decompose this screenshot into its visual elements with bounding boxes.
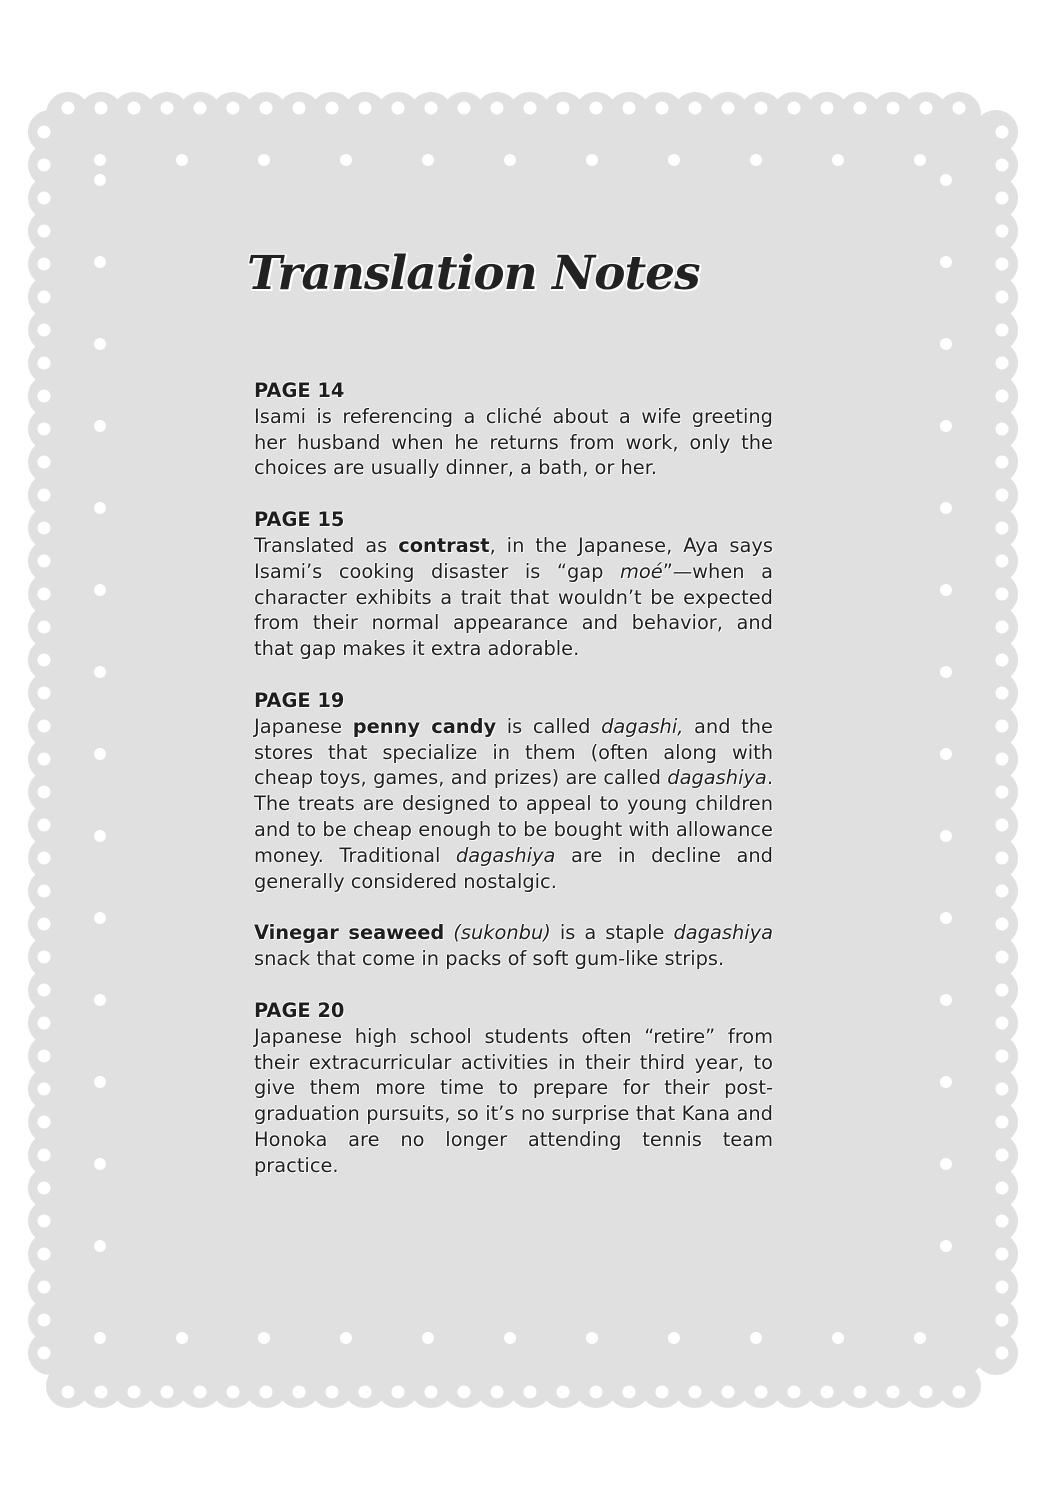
lace-hole: [940, 174, 952, 186]
lace-hole: [340, 154, 352, 166]
lace-hole: [359, 1386, 372, 1399]
lace-hole: [623, 102, 636, 115]
lace-hole: [38, 1149, 51, 1162]
lace-hole: [996, 654, 1009, 667]
lace-hole: [94, 338, 106, 350]
lace-hole: [940, 1240, 952, 1252]
lace-hole: [854, 1386, 867, 1399]
lace-hole: [38, 918, 51, 931]
lace-hole: [38, 324, 51, 337]
lace-hole: [94, 666, 106, 678]
lace-hole: [392, 102, 405, 115]
lace-hole: [38, 588, 51, 601]
lace-hole: [689, 1386, 702, 1399]
lace-hole: [996, 1215, 1009, 1228]
lace-hole: [940, 256, 952, 268]
lace-hole: [996, 522, 1009, 535]
lace-hole: [557, 1386, 570, 1399]
lace-hole: [996, 918, 1009, 931]
lace-hole: [996, 357, 1009, 370]
lace-hole: [940, 994, 952, 1006]
lace-hole: [258, 154, 270, 166]
lace-hole: [38, 192, 51, 205]
lace-hole: [94, 502, 106, 514]
lace-hole: [996, 753, 1009, 766]
lace-hole: [996, 1182, 1009, 1195]
lace-hole: [38, 984, 51, 997]
lace-hole: [94, 420, 106, 432]
lace-hole: [940, 748, 952, 760]
lace-hole: [38, 456, 51, 469]
lace-hole: [996, 192, 1009, 205]
lace-hole: [38, 654, 51, 667]
lace-hole: [38, 291, 51, 304]
lace-hole: [194, 102, 207, 115]
lace-hole: [854, 102, 867, 115]
lace-hole: [940, 830, 952, 842]
lace-hole: [996, 588, 1009, 601]
page-heading: PAGE 20: [254, 998, 345, 1022]
lace-hole: [722, 102, 735, 115]
page-heading: PAGE 15: [254, 508, 345, 532]
lace-hole: [656, 1386, 669, 1399]
lace-hole: [940, 584, 952, 596]
lace-hole: [38, 555, 51, 568]
lace-hole: [996, 1347, 1009, 1360]
lace-hole: [996, 984, 1009, 997]
lace-hole: [504, 154, 516, 166]
lace-hole: [940, 912, 952, 924]
lace-hole: [668, 154, 680, 166]
lace-hole: [996, 1050, 1009, 1063]
lace-hole: [996, 225, 1009, 238]
lace-hole: [194, 1386, 207, 1399]
lace-hole: [940, 338, 952, 350]
lace-hole: [953, 1386, 966, 1399]
page-heading: PAGE 14: [254, 379, 345, 402]
lace-hole: [38, 1314, 51, 1327]
lace-hole: [458, 102, 471, 115]
note-text: Vinegar seaweed (sukonbu) is a staple dagashiya snack that come in packs of soft gum-like strips.: [254, 921, 773, 971]
lace-hole: [586, 1332, 598, 1344]
note-page-15: [254, 507, 773, 662]
lace-hole: [996, 885, 1009, 898]
lace-hole: [38, 258, 51, 271]
lace-hole: [832, 1332, 844, 1344]
note-text: Translated as contrast, in the Japanese, Aya says Isami’s cooking disaster is “gap moé”—when a character exhibits a trait that wouldn’t be expected from their normal appearance and behavior, and that gap makes it extra adorable.: [254, 533, 773, 661]
note-text: Japanese high school students often “retire” from their extracurricular activities in their third year, to give them more time to prepare for their post-graduation pursuits, so it’s no surprise that Kana and Honoka are no longer attending tennis team practice.: [254, 1024, 773, 1177]
lace-hole: [38, 786, 51, 799]
lace-hole: [38, 1248, 51, 1261]
lace-hole: [458, 1386, 471, 1399]
lace-hole: [392, 1386, 405, 1399]
lace-hole: [940, 502, 952, 514]
lace-hole: [94, 154, 106, 166]
lace-hole: [161, 1386, 174, 1399]
lace-hole: [38, 1017, 51, 1030]
lace-hole: [524, 102, 537, 115]
page-heading: PAGE 19: [254, 688, 345, 712]
lace-hole: [95, 102, 108, 115]
lace-hole: [38, 522, 51, 535]
lace-hole: [38, 852, 51, 865]
lace-hole: [996, 1116, 1009, 1129]
lace-hole: [996, 390, 1009, 403]
note-page-14: [254, 378, 773, 481]
lace-hole: [38, 1281, 51, 1294]
lace-hole: [940, 420, 952, 432]
lace-hole: [914, 1332, 926, 1344]
lace-hole: [996, 291, 1009, 304]
lace-hole: [227, 1386, 240, 1399]
lace-hole: [38, 1116, 51, 1129]
lace-hole: [176, 1332, 188, 1344]
lace-hole: [62, 102, 75, 115]
lace-hole: [161, 102, 174, 115]
lace-hole: [38, 489, 51, 502]
note-page-19: [254, 688, 773, 972]
lace-hole: [38, 159, 51, 172]
lace-hole: [128, 102, 141, 115]
lace-hole: [94, 1076, 106, 1088]
lace-hole: [38, 1182, 51, 1195]
lace-hole: [94, 174, 106, 186]
lace-hole: [996, 1248, 1009, 1261]
lace-hole: [38, 225, 51, 238]
lace-hole: [38, 390, 51, 403]
lace-hole: [996, 951, 1009, 964]
lace-hole: [953, 102, 966, 115]
note-text: Isami is referencing a cliché about a wife greeting her husband when he returns from work, only the choices are usually dinner, a bath, or her.: [254, 404, 773, 480]
lace-hole: [940, 666, 952, 678]
lace-hole: [38, 885, 51, 898]
lace-hole: [887, 1386, 900, 1399]
lace-hole: [94, 584, 106, 596]
lace-hole: [260, 102, 273, 115]
lace-hole: [38, 1050, 51, 1063]
note-text: Japanese penny candy is called dagashi, and the stores that specialize in them (often along with cheap toys, games, and prizes) are called dagashiya. The treats are designed to appeal to young children and to be cheap enough to be bought with allowance money. Traditional dagashiya are in decline and generally considered nostalgic.: [254, 714, 773, 893]
lace-hole: [62, 1386, 75, 1399]
lace-hole: [38, 1215, 51, 1228]
lace-hole: [38, 1083, 51, 1096]
lace-hole: [996, 687, 1009, 700]
lace-hole: [94, 1332, 106, 1344]
page-title: Translation Notes: [247, 246, 700, 301]
lace-hole: [996, 159, 1009, 172]
lace-hole: [996, 324, 1009, 337]
lace-hole: [656, 102, 669, 115]
lace-hole: [326, 1386, 339, 1399]
lace-hole: [996, 555, 1009, 568]
lace-hole: [557, 102, 570, 115]
lace-hole: [755, 102, 768, 115]
lace-hole: [94, 748, 106, 760]
lace-hole: [940, 1158, 952, 1170]
lace-hole: [227, 102, 240, 115]
lace-hole: [996, 819, 1009, 832]
lace-hole: [128, 1386, 141, 1399]
lace-hole: [821, 1386, 834, 1399]
lace-hole: [38, 753, 51, 766]
lace-hole: [422, 1332, 434, 1344]
lace-hole: [755, 1386, 768, 1399]
lace-hole: [94, 994, 106, 1006]
lace-hole: [996, 1083, 1009, 1096]
lace-hole: [722, 1386, 735, 1399]
lace-hole: [38, 1347, 51, 1360]
lace-hole: [340, 1332, 352, 1344]
lace-hole: [422, 154, 434, 166]
lace-hole: [996, 126, 1009, 139]
lace-hole: [920, 1386, 933, 1399]
lace-hole: [260, 1386, 273, 1399]
lace-hole: [94, 830, 106, 842]
lace-hole: [821, 102, 834, 115]
lace-hole: [38, 819, 51, 832]
lace-hole: [996, 423, 1009, 436]
translation-notes: [254, 378, 773, 1179]
lace-hole: [920, 102, 933, 115]
lace-hole: [94, 912, 106, 924]
lace-hole: [996, 1017, 1009, 1030]
lace-hole: [996, 258, 1009, 271]
lace-hole: [832, 154, 844, 166]
lace-hole: [359, 102, 372, 115]
lace-hole: [689, 102, 702, 115]
lace-hole: [326, 102, 339, 115]
lace-hole: [996, 786, 1009, 799]
lace-hole: [38, 951, 51, 964]
lace-hole: [623, 1386, 636, 1399]
lace-hole: [94, 1158, 106, 1170]
lace-hole: [425, 102, 438, 115]
lace-hole: [750, 1332, 762, 1344]
lace-hole: [996, 1149, 1009, 1162]
lace-hole: [38, 423, 51, 436]
lace-hole: [996, 621, 1009, 634]
lace-hole: [94, 1240, 106, 1252]
lace-hole: [590, 102, 603, 115]
note-page-20: [254, 998, 773, 1179]
lace-hole: [504, 1332, 516, 1344]
lace-hole: [524, 1386, 537, 1399]
lace-hole: [788, 1386, 801, 1399]
lace-hole: [38, 357, 51, 370]
lace-hole: [996, 1314, 1009, 1327]
lace-hole: [491, 1386, 504, 1399]
lace-hole: [887, 102, 900, 115]
lace-hole: [491, 102, 504, 115]
lace-hole: [750, 154, 762, 166]
lace-hole: [586, 154, 598, 166]
lace-hole: [38, 687, 51, 700]
lace-hole: [940, 1076, 952, 1088]
lace-hole: [996, 489, 1009, 502]
lace-hole: [258, 1332, 270, 1344]
lace-hole: [293, 102, 306, 115]
lace-hole: [38, 126, 51, 139]
lace-hole: [996, 720, 1009, 733]
lace-hole: [293, 1386, 306, 1399]
lace-hole: [590, 1386, 603, 1399]
lace-hole: [38, 621, 51, 634]
lace-hole: [38, 720, 51, 733]
lace-hole: [914, 154, 926, 166]
lace-hole: [996, 1281, 1009, 1294]
lace-hole: [996, 852, 1009, 865]
lace-hole: [95, 1386, 108, 1399]
lace-hole: [996, 456, 1009, 469]
lace-hole: [668, 1332, 680, 1344]
lace-hole: [425, 1386, 438, 1399]
lace-hole: [176, 154, 188, 166]
lace-hole: [94, 256, 106, 268]
lace-hole: [788, 102, 801, 115]
